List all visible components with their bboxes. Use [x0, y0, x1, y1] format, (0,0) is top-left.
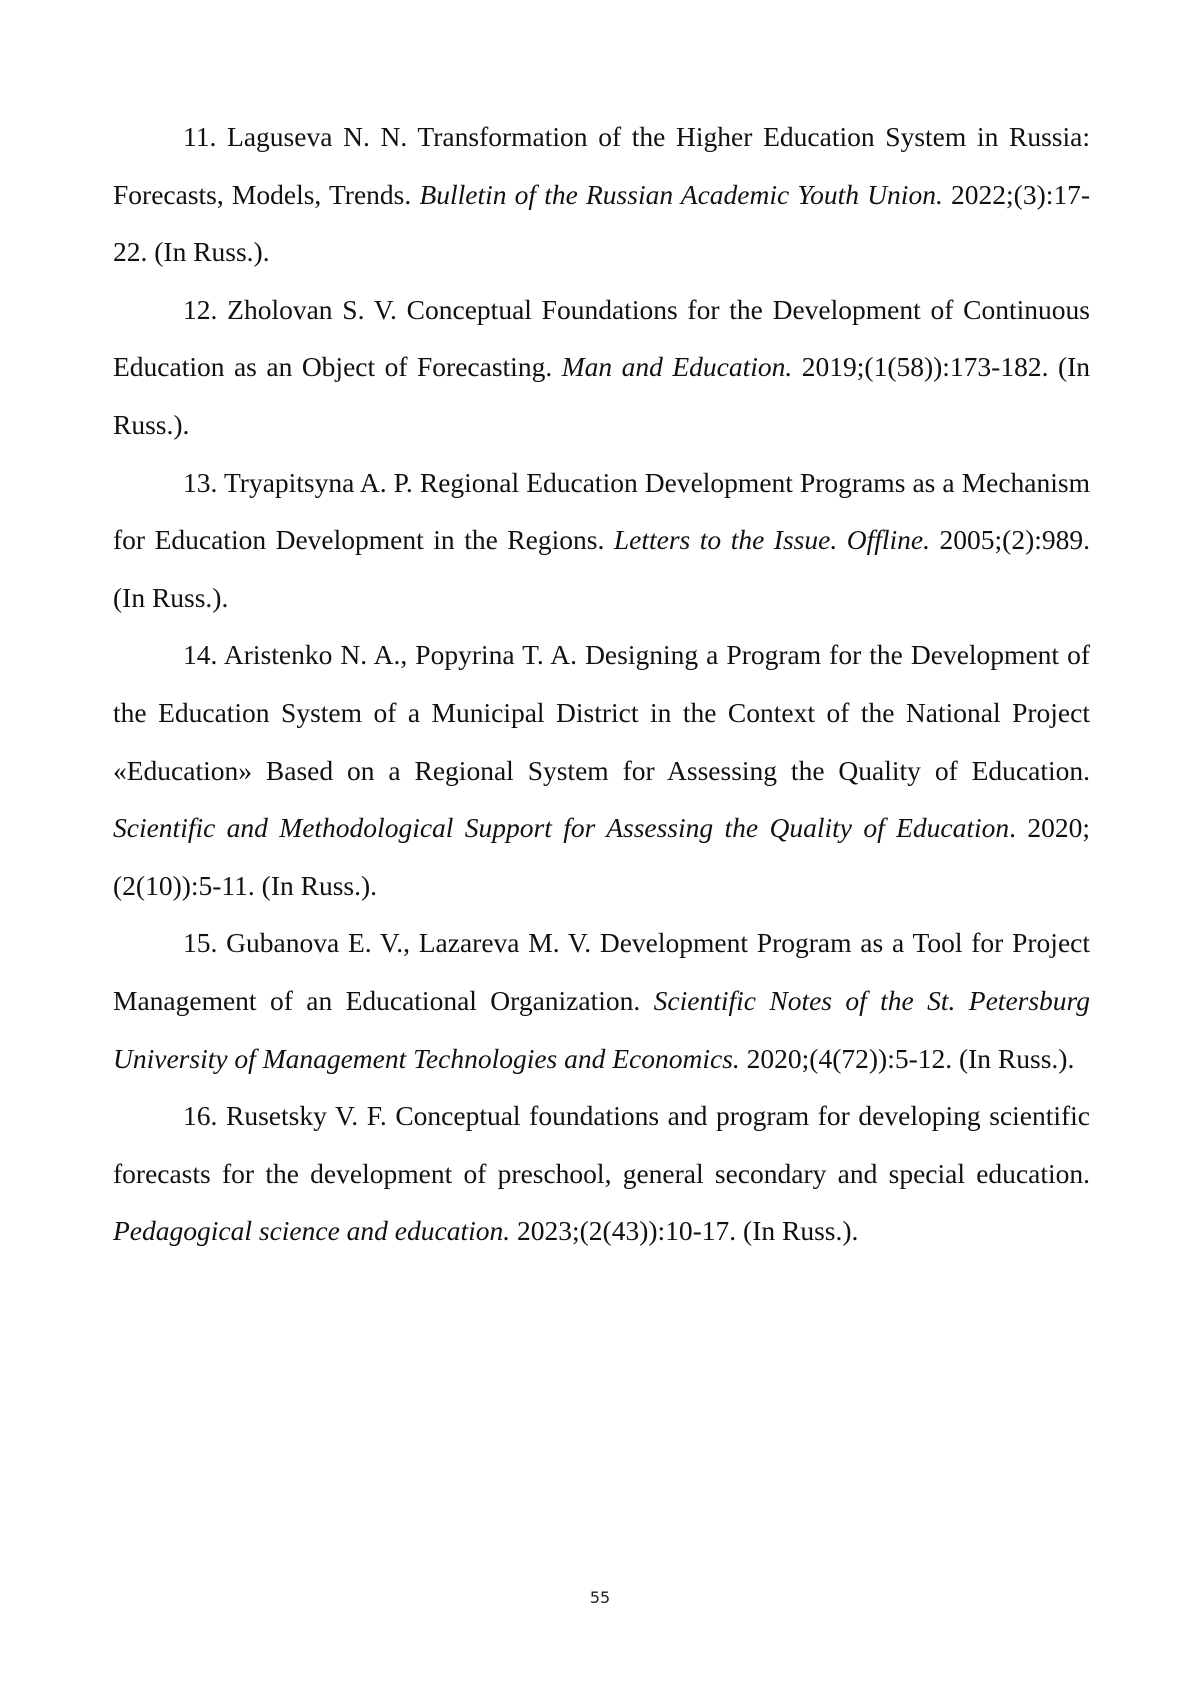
- reference-item: [113, 914, 1090, 1087]
- reference-list: [113, 108, 1090, 1260]
- ref-details: 2023;(2(43)):10-17. (In Russ.).: [516, 1215, 859, 1247]
- ref-details: 2022;(3):17-22. (In Russ.).: [113, 178, 1091, 268]
- ref-details: 2019;(1(58)):173-182. (In Russ.).: [113, 351, 1091, 440]
- reference-item: [113, 1087, 1090, 1260]
- ref-number: 12.: [183, 293, 218, 325]
- page-number: 55: [589, 1588, 611, 1607]
- ref-text: Aristenko N. A., Popyrina T. A. Designing a Program for the Development of the Education System of a Municipal District in the Context of the National Project «Education» Based on a Regional System for Assessing the Quality of Education.: [113, 639, 1090, 786]
- ref-number: 16.: [183, 1100, 218, 1132]
- ref-journal: Letters to the Issue. Offline.: [613, 524, 930, 556]
- ref-journal: Scientific Notes of the St. Petersburg University of Management Technologies and Economics.: [113, 984, 1090, 1074]
- ref-text: Gubanova E. V., Lazareva M. V. Development Program as a Tool for Project Management of an Educational Organization.: [113, 927, 1090, 1016]
- ref-text: Laguseva N. N. Transformation of the Higher Education System in Russia: Forecasts, Models, Trends.: [113, 121, 1090, 210]
- ref-text: Zholovan S. V. Conceptual Foundations for the Development of Continuous Education as an Object of Forecasting.: [113, 293, 1090, 383]
- ref-text: Rusetsky V. F. Conceptual foundations and program for developing scientific forecasts for the development of preschool, general secondary and special education.: [113, 1100, 1091, 1189]
- ref-details: 2020;(4(72)):5-12. (In Russ.).: [746, 1042, 1075, 1074]
- reference-item: [113, 281, 1090, 454]
- ref-journal: Pedagogical science and education.: [113, 1215, 511, 1247]
- reference-item: [113, 626, 1090, 914]
- ref-journal: Bulletin of the Russian Academic Youth Union.: [419, 178, 943, 210]
- ref-details: 2005;(2):989. (In Russ.).: [113, 524, 1090, 613]
- ref-journal: Man and Education.: [561, 351, 793, 383]
- ref-number: 15.: [183, 927, 218, 959]
- ref-number: 11.: [183, 121, 217, 152]
- ref-number: 13.: [183, 466, 218, 498]
- ref-journal: Scientific and Methodological Support for Assessing the Quality of Education: [113, 812, 1010, 844]
- reference-item: [113, 454, 1090, 627]
- ref-details: . 2020;(2(10)):5-11. (In Russ.).: [113, 812, 1091, 901]
- ref-text: Tryapitsyna A. P. Regional Education Development Programs as a Mechanism for Education Development in the Regions.: [113, 466, 1090, 556]
- ref-number: 14.: [183, 639, 218, 671]
- reference-item: [113, 108, 1090, 281]
